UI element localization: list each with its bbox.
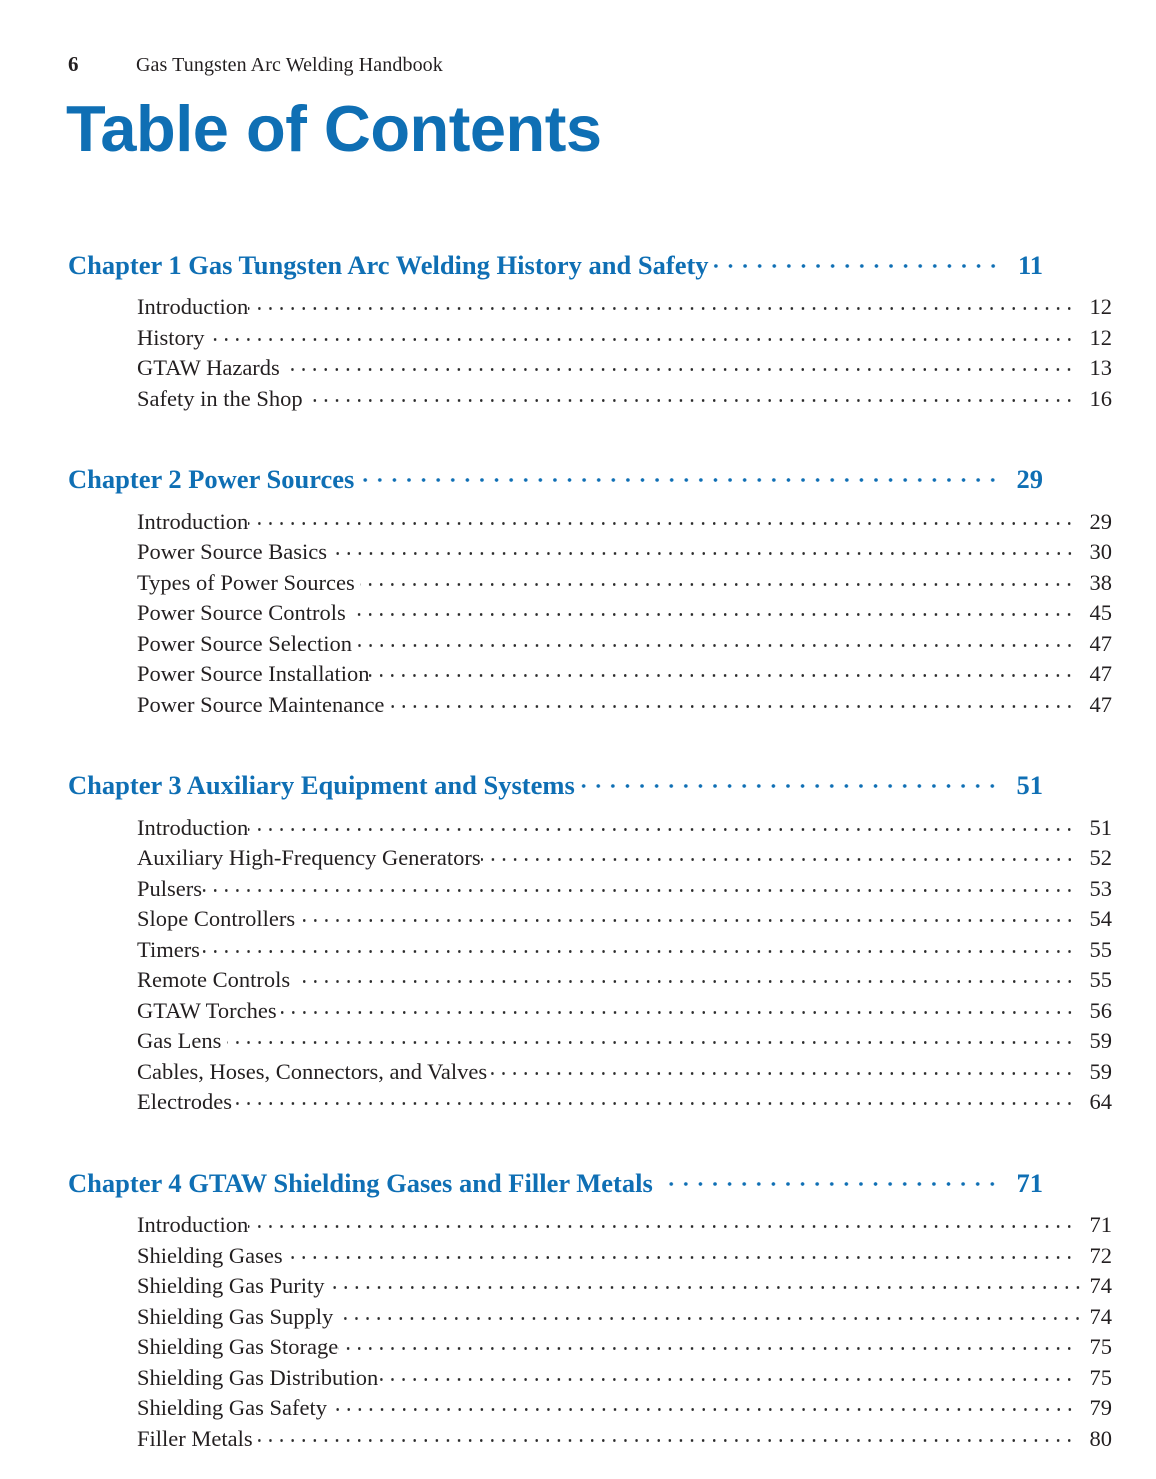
leader-dots <box>210 322 1075 345</box>
leader-dots <box>325 1271 1083 1294</box>
toc-entry-label: Types of Power Sources <box>137 569 361 595</box>
chapter-entry-page-number: 51 <box>1016 770 1043 800</box>
leader-dots <box>369 659 1075 682</box>
toc-entry[interactable] <box>68 1271 1112 1302</box>
page-folio: 6 <box>68 52 79 76</box>
toc-entry-page-number: 54 <box>1089 906 1112 931</box>
toc-entry-page-number: 59 <box>1089 1058 1112 1084</box>
chapter-block <box>68 462 1112 720</box>
leader-dots <box>352 628 1075 651</box>
leader-dots <box>709 247 1000 274</box>
toc-entry-page-number: 75 <box>1089 1334 1112 1359</box>
toc-entry-label: Safety in the Shop <box>137 385 309 411</box>
toc-entry[interactable] <box>68 1240 1112 1271</box>
leader-dots <box>351 598 1075 621</box>
toc-entry-label: GTAW Hazards <box>137 355 286 380</box>
toc-entry[interactable] <box>68 567 1112 598</box>
chapter-entry-page-number: 11 <box>1017 249 1043 280</box>
leader-dots <box>361 462 1000 489</box>
leader-dots <box>296 965 1075 988</box>
running-header-title: Gas Tungsten Arc Welding Handbook <box>136 54 443 76</box>
toc-entry[interactable] <box>68 322 1112 353</box>
chapter-entry-label: Chapter 2 Power Sources <box>68 464 361 494</box>
toc-entry-page-number: 72 <box>1089 1242 1112 1268</box>
toc-entry[interactable] <box>68 1301 1112 1332</box>
toc-entry[interactable] <box>68 353 1112 384</box>
toc-entry[interactable] <box>68 1362 1112 1393</box>
toc-entry[interactable] <box>68 812 1112 843</box>
toc-entry-label: Power Source Controls <box>137 600 352 625</box>
toc-entry[interactable] <box>68 537 1112 568</box>
toc-entry[interactable] <box>68 628 1112 659</box>
running-header <box>68 52 1068 80</box>
toc-entry-label: History <box>137 324 211 350</box>
leader-dots <box>378 1362 1075 1385</box>
toc-entry-label: Power Source Selection <box>137 630 352 656</box>
toc-entry[interactable] <box>68 659 1112 690</box>
chapter-entry-label: Chapter 4 GTAW Shielding Gases and Filler Metals <box>68 1167 660 1198</box>
toc-entry[interactable] <box>68 904 1112 935</box>
toc-entry-label: Filler Metals <box>137 1425 259 1451</box>
chapter-block <box>68 247 1112 414</box>
toc-entry-page-number: 30 <box>1089 539 1112 564</box>
toc-entry[interactable] <box>68 1423 1112 1454</box>
toc-entry-label: Power Source Maintenance <box>137 691 391 717</box>
leader-dots <box>258 1423 1075 1446</box>
leader-dots <box>339 1301 1083 1324</box>
table-of-contents <box>68 247 1112 1454</box>
toc-entry[interactable] <box>68 1026 1112 1057</box>
toc-entry-page-number: 64 <box>1089 1089 1112 1114</box>
toc-entry[interactable] <box>68 995 1112 1026</box>
toc-entry-page-number: 29 <box>1089 508 1112 534</box>
toc-entry-page-number: 52 <box>1089 845 1112 870</box>
toc-entry-page-number: 55 <box>1089 967 1112 992</box>
toc-entry-label: Introduction <box>137 294 249 319</box>
toc-entry-page-number: 75 <box>1089 1364 1112 1390</box>
chapter-block <box>68 768 1112 1118</box>
toc-entry-label: Power Source Installation <box>137 661 370 686</box>
toc-entry[interactable] <box>68 873 1112 904</box>
toc-entry[interactable] <box>68 1393 1112 1424</box>
toc-entry-label: Pulsers <box>137 875 203 901</box>
toc-entry-page-number: 47 <box>1089 661 1112 686</box>
toc-entry-label: Timers <box>137 936 200 962</box>
toc-entry-page-number: 59 <box>1089 1028 1112 1053</box>
toc-entry-label: Shielding Gas Distribution <box>137 1364 379 1390</box>
toc-entry[interactable] <box>68 934 1112 965</box>
toc-entry-label: Power Source Basics <box>137 539 333 564</box>
toc-entry[interactable] <box>68 1056 1112 1087</box>
toc-entry-label: Gas Lens <box>137 1028 227 1053</box>
leader-dots <box>301 904 1075 927</box>
toc-entry-page-number: 47 <box>1089 630 1112 656</box>
toc-entry-page-number: 16 <box>1089 385 1112 411</box>
chapter-entry[interactable] <box>68 768 1043 803</box>
toc-entry[interactable] <box>68 292 1112 323</box>
toc-entry-label: Shielding Gas Safety <box>137 1395 333 1420</box>
leader-dots <box>202 873 1075 896</box>
toc-entry-label: Auxiliary High-Frequency Generators <box>137 845 481 870</box>
chapter-entry[interactable] <box>68 462 1043 497</box>
leader-dots <box>481 843 1075 866</box>
toc-entry-label: Introduction <box>137 1212 249 1237</box>
leader-dots <box>487 1056 1075 1079</box>
chapter-entry-label: Chapter 3 Auxiliary Equipment and Systems <box>68 770 582 800</box>
toc-entry-label: Introduction <box>137 814 249 840</box>
toc-entry-page-number: 47 <box>1089 691 1112 717</box>
toc-entry-page-number: 13 <box>1089 355 1112 380</box>
chapter-entry-page-number: 71 <box>1016 1167 1043 1198</box>
leader-dots <box>200 934 1075 957</box>
chapter-entry[interactable] <box>68 247 1043 282</box>
toc-entry-page-number: 45 <box>1089 600 1112 625</box>
toc-entry-page-number: 51 <box>1089 814 1112 840</box>
toc-entry[interactable] <box>68 965 1112 996</box>
toc-entry-page-number: 80 <box>1089 1425 1112 1451</box>
toc-entry-page-number: 79 <box>1089 1395 1112 1420</box>
leader-dots <box>659 1165 1000 1192</box>
leader-dots <box>333 1393 1075 1416</box>
leader-dots <box>227 1026 1075 1049</box>
toc-entry[interactable] <box>68 1210 1112 1241</box>
leader-dots <box>248 1210 1075 1233</box>
leader-dots <box>248 812 1075 835</box>
toc-entry-page-number: 74 <box>1089 1273 1112 1298</box>
toc-entry-label: Electrodes <box>137 1089 232 1114</box>
leader-dots <box>232 1087 1075 1110</box>
chapter-entry-label: Chapter 1 Gas Tungsten Arc Welding History and Safety <box>68 249 709 280</box>
leader-dots <box>308 383 1075 406</box>
leader-dots <box>390 689 1075 712</box>
toc-entry-page-number: 12 <box>1089 324 1112 350</box>
leader-dots <box>333 537 1075 560</box>
toc-entry-label: Cables, Hoses, Connectors, and Valves <box>137 1058 488 1084</box>
leader-dots <box>285 353 1075 376</box>
chapter-block <box>68 1165 1112 1454</box>
toc-entry[interactable] <box>68 506 1112 537</box>
toc-entry-page-number: 38 <box>1089 569 1112 595</box>
leader-dots <box>277 995 1075 1018</box>
toc-entry-page-number: 12 <box>1089 294 1112 319</box>
toc-entry[interactable] <box>68 843 1112 874</box>
toc-entry-label: Shielding Gas Purity <box>137 1273 325 1298</box>
leader-dots <box>288 1240 1075 1263</box>
chapter-entry[interactable] <box>68 1165 1043 1200</box>
toc-entry-label: Introduction <box>137 508 249 534</box>
leader-dots <box>581 768 1000 795</box>
chapter-entry-page-number: 29 <box>1016 464 1043 494</box>
leader-dots <box>248 506 1075 529</box>
toc-entry-label: GTAW Torches <box>137 997 277 1023</box>
toc-entry-label: Shielding Gas Supply <box>137 1303 339 1329</box>
toc-entry-page-number: 56 <box>1089 997 1112 1023</box>
toc-entry[interactable] <box>68 1332 1112 1363</box>
toc-entry-label: Shielding Gas Storage <box>137 1334 339 1359</box>
toc-entry[interactable] <box>68 598 1112 629</box>
leader-dots <box>338 1332 1075 1355</box>
toc-entry[interactable] <box>68 689 1112 720</box>
page-title: Table of Contents <box>66 92 602 165</box>
toc-entry-page-number: 74 <box>1089 1303 1112 1329</box>
toc-entry-page-number: 71 <box>1089 1212 1112 1237</box>
toc-entry-page-number: 55 <box>1089 936 1112 962</box>
toc-entry-page-number: 53 <box>1089 875 1112 901</box>
toc-entry[interactable] <box>68 383 1112 414</box>
toc-entry-label: Shielding Gases <box>137 1242 289 1268</box>
leader-dots <box>360 567 1075 590</box>
toc-entry-label: Slope Controllers <box>137 906 301 931</box>
toc-entry[interactable] <box>68 1087 1112 1118</box>
toc-entry-label: Remote Controls <box>137 967 296 992</box>
leader-dots <box>248 292 1075 315</box>
